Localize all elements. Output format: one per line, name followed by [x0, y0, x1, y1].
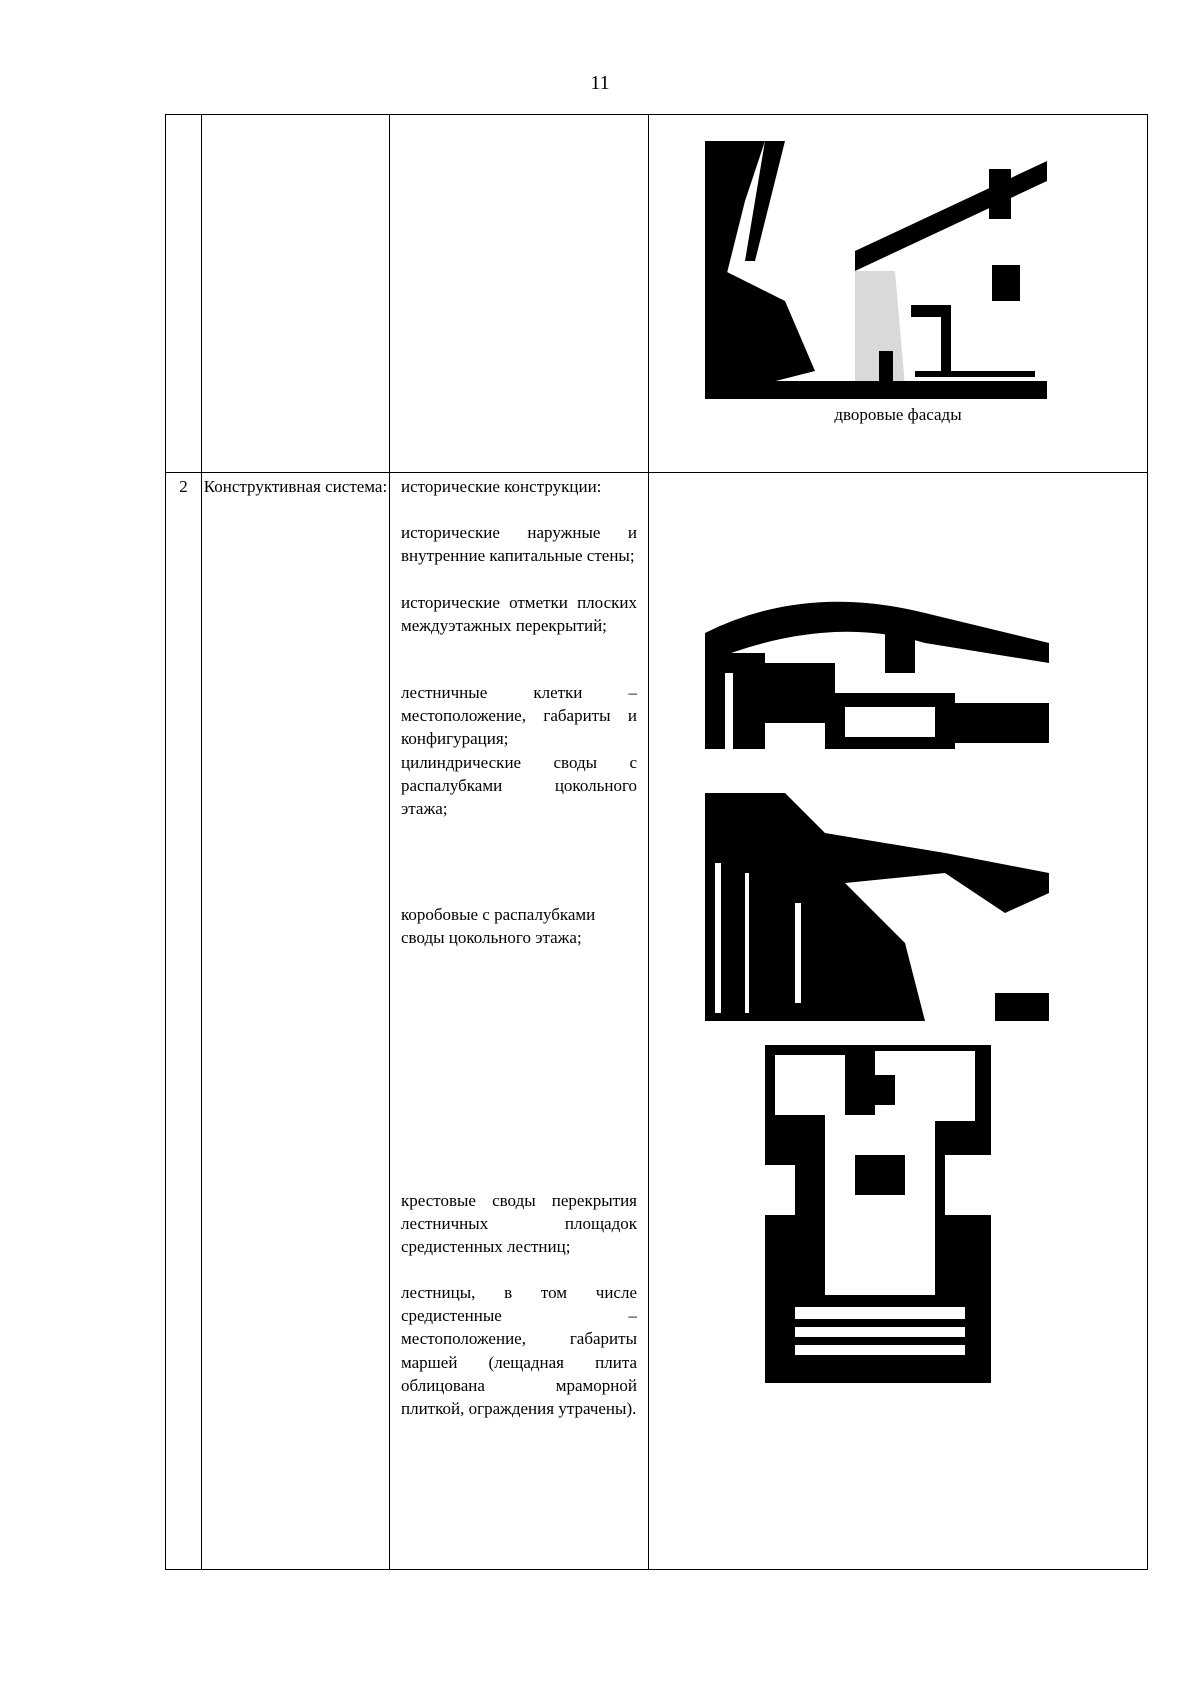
attributes-table: [165, 114, 1148, 1570]
photo-cell: [649, 473, 1148, 1570]
box-vaults-photo: [705, 793, 1049, 1021]
courtyard-facades-photo: [705, 141, 1047, 399]
system-name-cell: [202, 115, 390, 473]
paragraph: лестничные клетки – местоположение, габариты и конфигурация;: [401, 683, 637, 749]
description-cell: [390, 473, 649, 1570]
page-number: 11: [590, 72, 610, 94]
system-name: Конструктивная система:: [202, 473, 390, 1570]
paragraph: исторические наружные и внутренние капитальные стены;: [401, 523, 637, 566]
paragraph: исторические отметки плоских междуэтажных перекрытий;: [401, 593, 637, 636]
row-number: 2: [166, 473, 202, 1570]
stairs-photo: [765, 1045, 991, 1383]
photo-cell: [649, 115, 1148, 473]
cylindrical-vaults-photo: [705, 573, 1049, 767]
description-cell: [390, 115, 649, 473]
paragraph: цилиндрические своды с распалубками цокольного этажа;: [401, 753, 637, 819]
paragraph: исторические конструкции:: [401, 477, 602, 496]
row-number-cell: [166, 115, 202, 473]
paragraph: крестовые своды перекрытия лестничных площадок средистенных лестниц;: [401, 1191, 637, 1257]
table-row: [166, 115, 1148, 473]
photo-caption: дворовые фасады: [834, 405, 962, 424]
paragraph: лестницы, в том числе средистенные – местоположение, габариты маршей (лещадная плита облицована мраморной плиткой, ограждения утрачены).: [401, 1283, 637, 1419]
paragraph: коробовые с распалубками своды цокольного этажа;: [401, 905, 596, 948]
table-row: [166, 473, 1148, 1570]
